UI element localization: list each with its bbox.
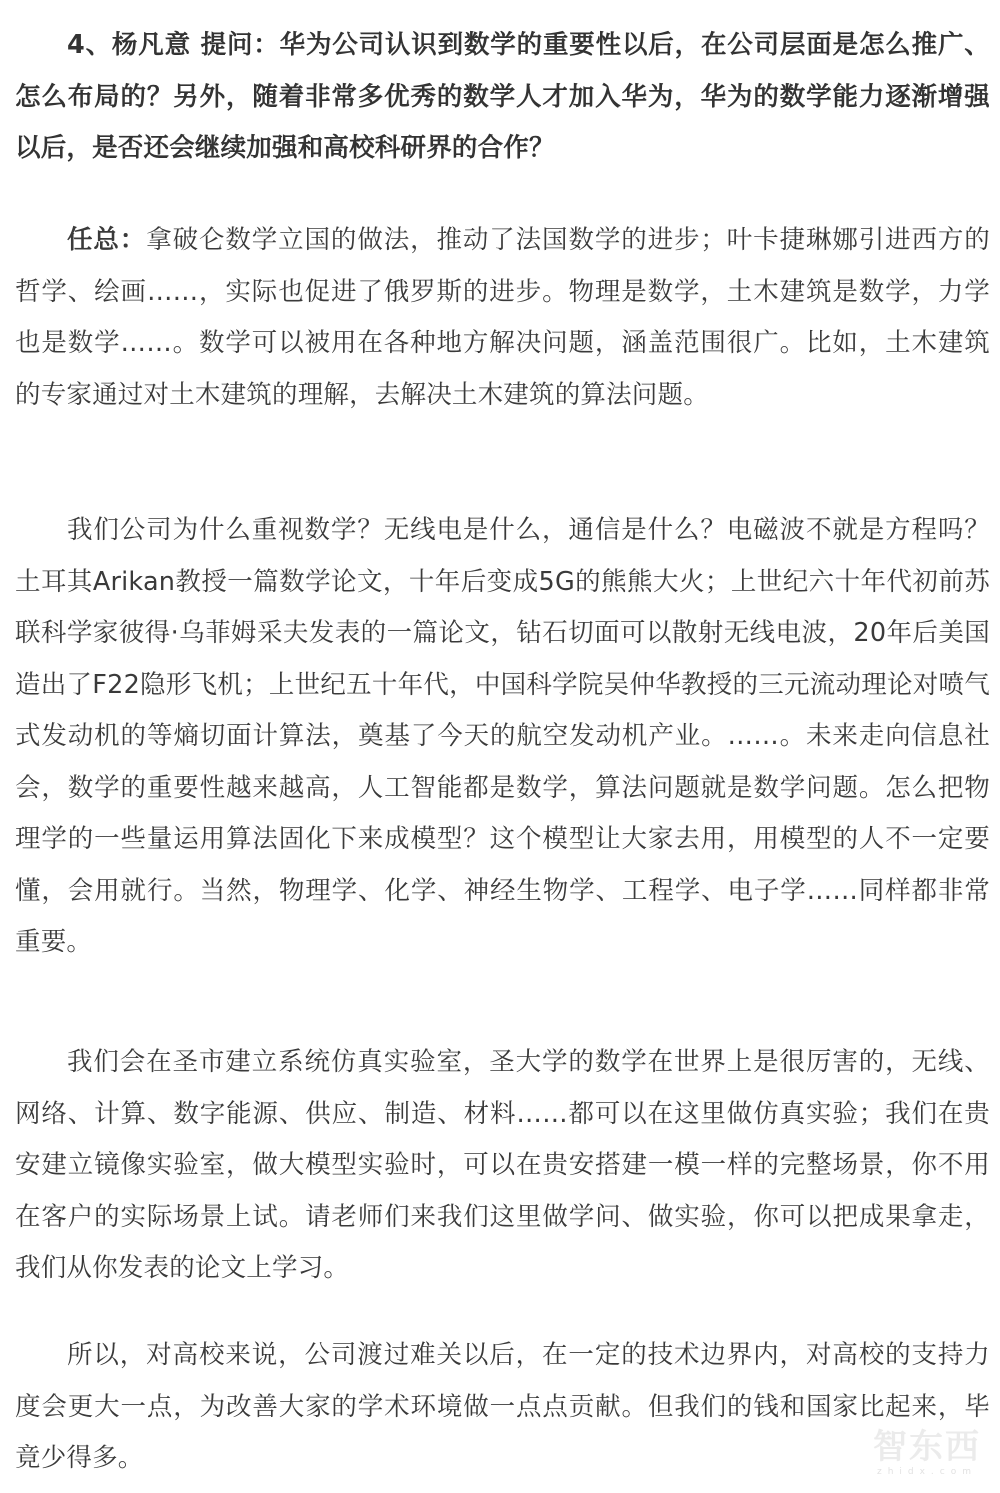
- answer-paragraph-2: [15, 505, 990, 969]
- watermark-logo: 智东西: [873, 1427, 981, 1467]
- answer-text-1: 拿破仑数学立国的做法，推动了法国数学的进步；叶卡捷琳娜引进西方的哲学、绘画……，实际也促进了俄罗斯的进步。物理是数学，土木建筑是数学，力学也是数学……。数学可以被用在各种地方解决问题，涵盖范围很广。比如，土木建筑的专家通过对土木建筑的理解，去解决土木建筑的算法问题。: [15, 225, 991, 410]
- answer-paragraph-1: [15, 215, 990, 421]
- answer-paragraph-4: [15, 1330, 990, 1485]
- question-text: 4、杨凡意 提问：华为公司认识到数学的重要性以后，在公司层面是怎么推广、怎么布局的？另外，随着非常多优秀的数学人才加入华为，华为的数学能力逐渐增强以后，是否还会继续加强和高校科研界的合作？: [15, 30, 990, 163]
- answer-text-3: 我们会在圣市建立系统仿真实验室，圣大学的数学在世界上是很厉害的，无线、网络、计算、数字能源、供应、制造、材料……都可以在这里做仿真实验；我们在贵安建立镜像实验室，做大模型实验时，可以在贵安搭建一模一样的完整场景，你不用在客户的实际场景上试。请老师们来我们这里做学问、做实验，你可以把成果拿走，我们从你发表的论文上学习。: [15, 1047, 990, 1283]
- answer-text-2: 我们公司为什么重视数学？无线电是什么，通信是什么？电磁波不就是方程吗？土耳其Arikan教授一篇数学论文，十年后变成5G的熊熊大火；上世纪六十年代初前苏联科学家彼得·乌菲姆采夫发表的一篇论文，钻石切面可以散射无线电波，20年后美国造出了F22隐形飞机；上世纪五十年代，中国科学院吴仲华教授的三元流动理论对喷气式发动机的等熵切面计算法，奠基了今天的航空发动机产业。……。未来走向信息社会，数学的重要性越来越高，人工智能都是数学，算法问题就是数学问题。怎么把物理学的一些量运用算法固化下来成模型？这个模型让大家去用，用模型的人不一定要懂，会用就行。当然，物理学、化学、神经生物学、工程学、电子学……同样都非常重要。: [15, 515, 990, 957]
- watermark-url: zhidx.com: [876, 1467, 978, 1477]
- answer-text-4: 所以，对高校来说，公司渡过难关以后，在一定的技术边界内，对高校的支持力度会更大一点，为改善大家的学术环境做一点点贡献。但我们的钱和国家比起来，毕竟少得多。: [15, 1340, 990, 1473]
- watermark: [862, 1427, 992, 1487]
- answer-paragraph-3: [15, 1037, 990, 1295]
- speaker-label: 任总：: [67, 225, 147, 255]
- question-paragraph: [15, 20, 990, 175]
